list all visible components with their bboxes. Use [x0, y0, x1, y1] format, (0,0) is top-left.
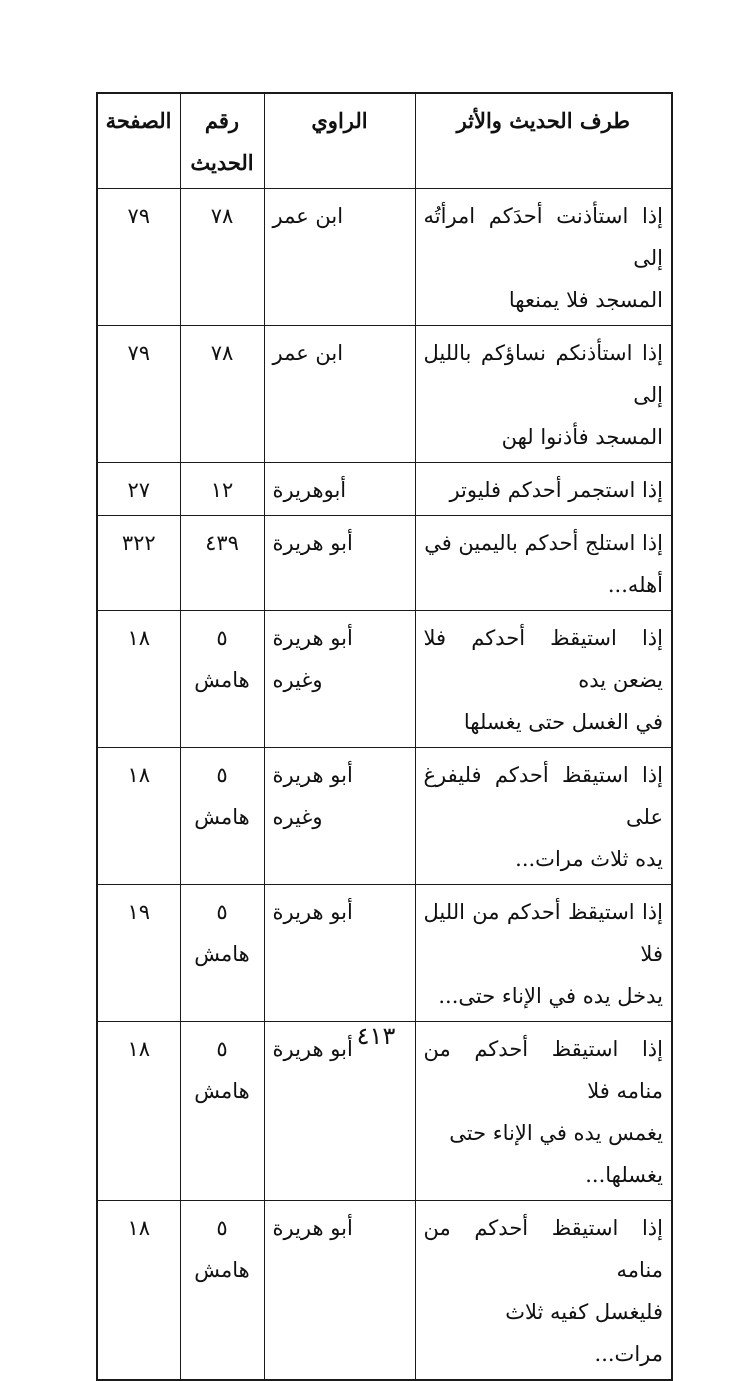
- hadith-cell: [415, 463, 672, 516]
- hadith-line: إذا استيقظ أحدكم فلا يضعن يده: [423, 626, 663, 692]
- table-header-row: [97, 93, 672, 189]
- hadith-line: فليغسل كفيه ثلاث: [505, 1300, 663, 1324]
- table-row: [97, 463, 672, 516]
- header-number-line: رقم: [204, 108, 240, 133]
- hadith-cell: [415, 189, 672, 326]
- number-line: ٥: [216, 1037, 228, 1061]
- hadith-cell: [415, 748, 672, 885]
- hadith-number-cell: [180, 516, 264, 611]
- hadith-line: إذا استأذنت أحدَكم امرأتُه إلى: [423, 204, 663, 270]
- hadith-line: إذا استأذنكم نساؤكم بالليل إلى: [423, 341, 663, 407]
- number-line: ٥: [216, 763, 228, 787]
- table-row: [97, 1201, 672, 1381]
- hadith-line: في الغسل حتى يغسلها: [463, 710, 663, 734]
- number-line: ٥: [216, 626, 228, 650]
- hadith-line: إذا استيقظ أحدكم فليفرغ على: [423, 763, 663, 829]
- number-line: ٥: [216, 1216, 228, 1240]
- header-narrator: الراوي: [264, 93, 415, 189]
- hadith-line: إذا استلج أحدكم باليمين في: [424, 531, 663, 555]
- page-cell: ١٨: [97, 611, 180, 748]
- table-row: [97, 189, 672, 326]
- table-row: [97, 326, 672, 463]
- hadith-number-cell: [180, 189, 264, 326]
- hadith-number-cell: [180, 885, 264, 1022]
- narrator-cell: أبو هريرة وغيره: [264, 748, 415, 885]
- table-row: [97, 611, 672, 748]
- hadith-cell: [415, 885, 672, 1022]
- hadith-cell: [415, 611, 672, 748]
- narrator-cell: أبو هريرة: [264, 516, 415, 611]
- hadith-number-cell: [180, 1201, 264, 1381]
- hadith-line: يغمس يده في الإناء حتى: [449, 1121, 663, 1145]
- page-number: ٤١٣: [356, 1022, 396, 1050]
- narrator-cell: أبو هريرة وغيره: [264, 611, 415, 748]
- number-line: ٧٨: [210, 341, 234, 365]
- page-cell: ٧٩: [97, 189, 180, 326]
- page-cell: ٢٧: [97, 463, 180, 516]
- narrator-cell: أبوهريرة: [264, 463, 415, 516]
- hadith-line: إذا استيقظ أحدكم من الليل فلا: [423, 900, 663, 966]
- narrator-cell: أبو هريرة: [264, 1201, 415, 1381]
- page-cell: ١٩: [97, 885, 180, 1022]
- hadith-line: يدخل يده في الإناء حتى...: [438, 984, 663, 1008]
- hadith-line: المسجد فلا يمنعها: [508, 288, 663, 312]
- header-hadith: طرف الحديث والأثر: [415, 93, 672, 189]
- hadith-number-cell: [180, 463, 264, 516]
- narrator-cell: ابن عمر: [264, 326, 415, 463]
- table-row: [97, 885, 672, 1022]
- hadith-line: مرات...: [594, 1342, 663, 1366]
- narrator-cell: ابن عمر: [264, 189, 415, 326]
- number-line: ١٢: [210, 478, 234, 502]
- table-row: [97, 516, 672, 611]
- margin-note: هامش: [194, 805, 250, 829]
- margin-note: هامش: [194, 942, 250, 966]
- number-line: ٧٨: [210, 204, 234, 228]
- table-row: [97, 748, 672, 885]
- page-cell: ١٨: [97, 748, 180, 885]
- hadith-line: إذا استيقظ أحدكم من منامه: [423, 1216, 663, 1282]
- header-hadith-number: [180, 93, 264, 189]
- hadith-cell: [415, 1201, 672, 1381]
- header-page: الصفحة: [97, 93, 180, 189]
- page-cell: ٣٢٢: [97, 516, 180, 611]
- margin-note: هامش: [194, 1079, 250, 1103]
- page-cell: ١٨: [97, 1022, 180, 1201]
- hadith-line: إذا استيقظ أحدكم من منامه فلا: [423, 1037, 663, 1103]
- hadith-number-cell: [180, 748, 264, 885]
- hadith-cell: [415, 516, 672, 611]
- hadith-line: أهله...: [607, 573, 663, 597]
- hadith-index-table: [96, 92, 673, 1381]
- narrator-cell: أبو هريرة: [264, 885, 415, 1022]
- number-line: ٥: [216, 900, 228, 924]
- narrator-cell: أبو هريرة: [264, 1022, 415, 1201]
- hadith-number-cell: [180, 326, 264, 463]
- number-line: ٤٣٩: [205, 531, 239, 555]
- page-cell: ٧٩: [97, 326, 180, 463]
- page-cell: ١٨: [97, 1201, 180, 1381]
- margin-note: هامش: [194, 668, 250, 692]
- hadith-line: إذا استجمر أحدكم فليوتر: [449, 478, 663, 502]
- hadith-number-cell: [180, 611, 264, 748]
- header-number-line: الحديث: [190, 150, 254, 175]
- hadith-line: المسجد فأذنوا لهن: [501, 425, 663, 449]
- margin-note: هامش: [194, 1258, 250, 1282]
- hadith-line: يغسلها...: [585, 1163, 663, 1187]
- hadith-line: يده ثلاث مرات...: [515, 847, 663, 871]
- hadith-cell: [415, 326, 672, 463]
